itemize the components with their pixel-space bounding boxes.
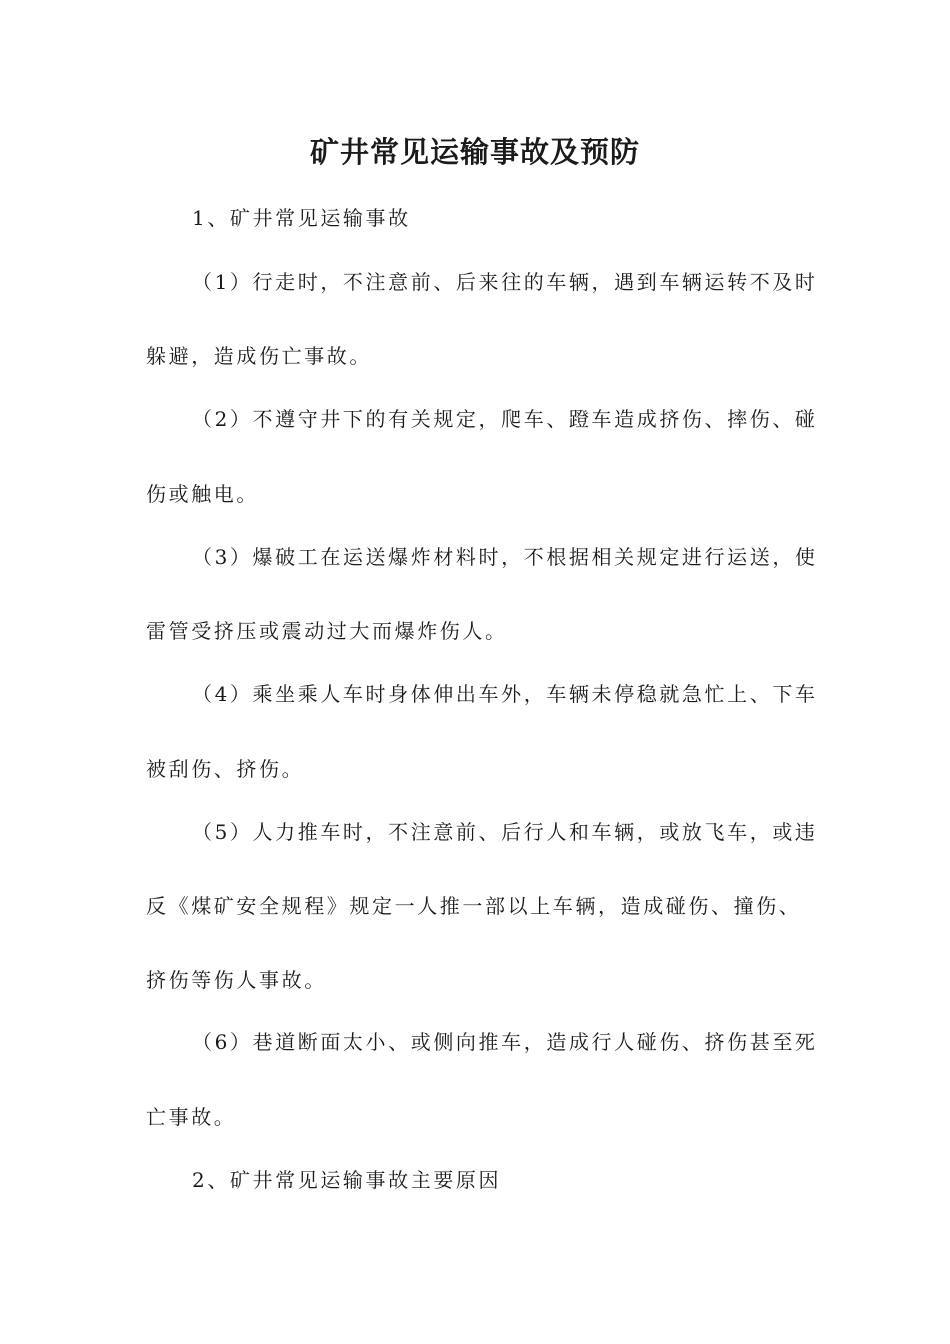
paragraph-line: 被刮伤、挤伤。 <box>146 757 305 781</box>
paragraph-line: 躲避，造成伤亡事故。 <box>146 344 372 368</box>
paragraph-line: 亡事故。 <box>146 1105 237 1129</box>
paragraph-line: （2）不遵守井下的有关规定，爬车、蹬车造成挤伤、摔伤、碰 <box>192 407 818 431</box>
paragraph-line: 伤或触电。 <box>146 482 259 506</box>
paragraph-line: （3）爆破工在运送爆炸材料时，不根据相关规定进行运送，使 <box>192 545 818 569</box>
paragraph-line: （6）巷道断面太小、或侧向推车，造成行人碰伤、挤伤甚至死 <box>192 1030 818 1054</box>
paragraph-line: （4）乘坐乘人车时身体伸出车外，车辆未停稳就急忙上、下车 <box>192 682 818 706</box>
section-heading-1: 1、矿井常见运输事故 <box>192 206 411 230</box>
section-heading-2: 2、矿井常见运输事故主要原因 <box>192 1168 502 1192</box>
paragraph-line: 反《煤矿安全规程》规定一人推一部以上车辆，造成碰伤、撞伤、 <box>146 894 802 918</box>
paragraph-line: （5）人力推车时，不注意前、后行人和车辆，或放飞车，或违 <box>192 820 818 844</box>
paragraph-line: 挤伤等伤人事故。 <box>146 968 327 992</box>
paragraph-line: （1）行走时，不注意前、后来往的车辆，遇到车辆运转不及时 <box>192 270 818 294</box>
paragraph-line: 雷管受挤压或震动过大而爆炸伤人。 <box>146 619 508 643</box>
document-title: 矿井常见运输事故及预防 <box>309 135 640 169</box>
